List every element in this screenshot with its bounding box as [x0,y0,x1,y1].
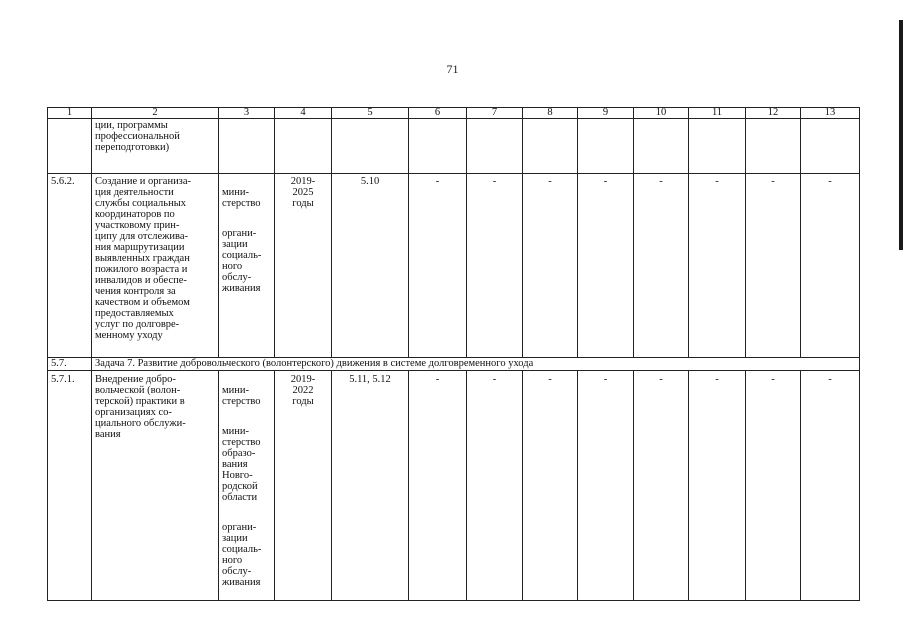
row-number: 5.7.1. [48,371,92,601]
table-row [48,174,860,358]
row-number: 5.7. [48,358,92,371]
task-title: Задача 7. Развитие добровольческого (волонтерского) движения в системе долговременного ухода [92,358,860,371]
row-number: 5.6.2. [48,174,92,358]
column-number: 13 [801,108,860,119]
column-number: 2 [92,108,219,119]
executors-cell [219,174,275,358]
value-cell: - [523,371,578,601]
column-number: 10 [634,108,689,119]
measures-table [47,107,860,601]
period: 2019- 2025 годы [275,174,332,358]
table-row [48,371,860,601]
executor: органи- зации социаль- ного обслу- живания [222,522,262,588]
executor: мини- стерство образо- вания Новго- родской области [222,426,261,503]
value-cell: - [801,371,860,601]
executor: органи- зации социаль- ного обслу- живания [222,228,262,294]
indicators: 5.11, 5.12 [332,371,409,601]
table-row-continued [48,119,860,174]
executors-cell [219,371,275,601]
value-cell: - [801,174,860,358]
value-cell: - [689,371,746,601]
measure-name: ции, программы профессиональной переподготовки) [92,119,219,174]
column-number: 4 [275,108,332,119]
value-cell: - [746,371,801,601]
value-cell: - [409,371,467,601]
scan-edge-line [899,20,903,250]
column-number: 5 [332,108,409,119]
value-cell: - [689,174,746,358]
value-cell: - [467,371,523,601]
measure-name: Создание и организа- ция деятельности службы социальных координаторов по участковому прин- ципу для отслежива- ния маршрутизации выявленных граждан пожилого возраста и инвалидов и обеспе- чения контроля за качеством и объемом предоставляемых услуг по долговре- менному уходу [92,174,219,358]
period: 2019- 2022 годы [275,371,332,601]
column-number: 1 [48,108,92,119]
value-cell: - [578,174,634,358]
column-number: 12 [746,108,801,119]
value-cell: - [409,174,467,358]
measure-name: Внедрение добро- вольческой (волон- терской) практики в организациях со- циального обслужи- вания [92,371,219,601]
indicators: 5.10 [332,174,409,358]
column-number: 11 [689,108,746,119]
value-cell: - [634,174,689,358]
column-number: 3 [219,108,275,119]
page-number: 71 [446,62,459,76]
column-number-row [48,108,860,119]
column-number: 7 [467,108,523,119]
value-cell: - [523,174,578,358]
value-cell: - [467,174,523,358]
task-row [48,358,860,371]
value-cell: - [578,371,634,601]
executor: мини- стерство [222,187,261,209]
column-number: 6 [409,108,467,119]
column-number: 8 [523,108,578,119]
value-cell: - [746,174,801,358]
column-number: 9 [578,108,634,119]
value-cell: - [634,371,689,601]
executor: мини- стерство [222,385,261,407]
